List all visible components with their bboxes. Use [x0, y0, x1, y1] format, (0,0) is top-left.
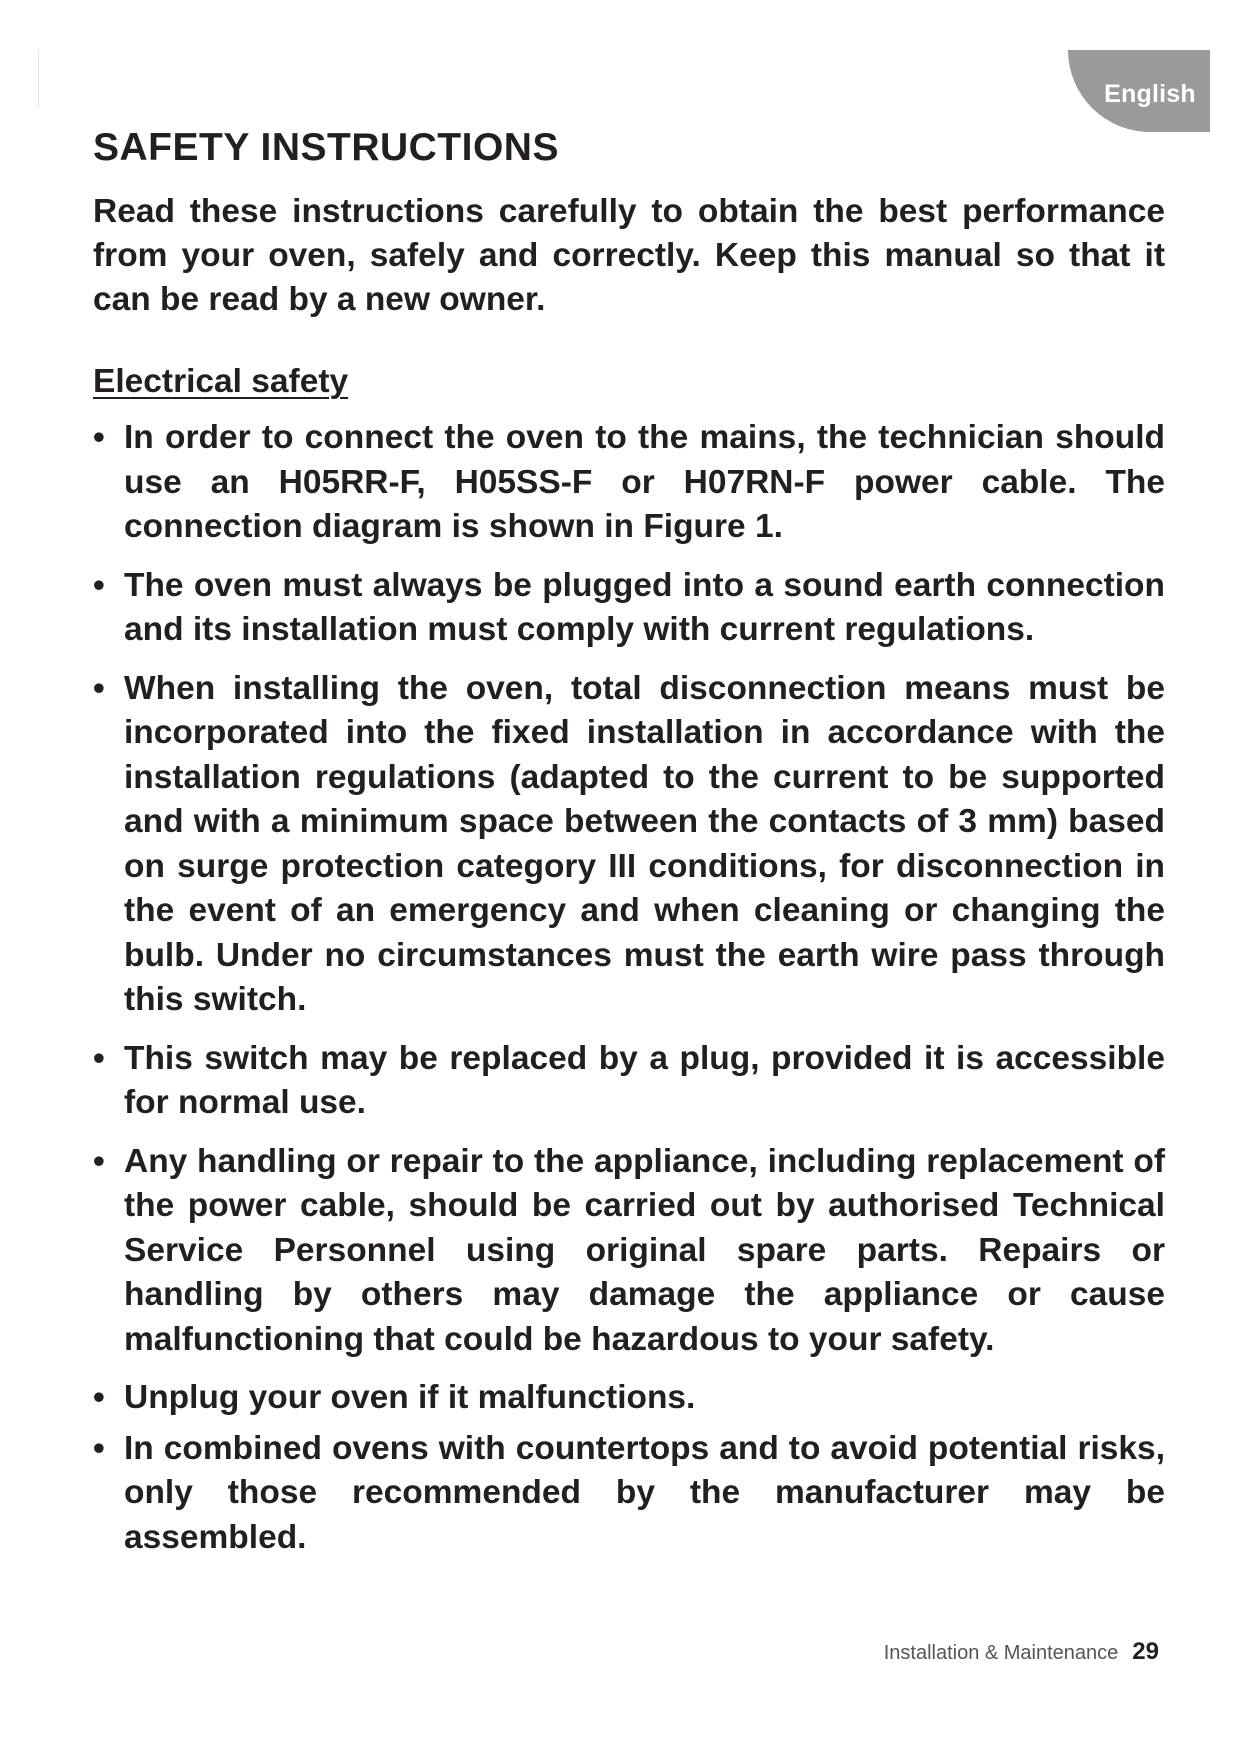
safety-bullet: • Unplug your oven if it malfunctions. — [93, 1376, 1165, 1421]
safety-bullet: • In order to connect the oven to the mains, the technician should use an H05RR-F, H05SS-F or H07RN-F power cable. The connection diagram is shown in Figure 1. — [93, 416, 1165, 550]
page-title: SAFETY INSTRUCTIONS — [93, 126, 559, 169]
safety-bullet: • The oven must always be plugged into a sound earth connection and its installation must comply with current regulations. — [93, 564, 1165, 653]
page-footer — [884, 1638, 1159, 1666]
safety-bullet: • Any handling or repair to the appliance, including replacement of the power cable, should be carried out by authorised Technical Service Personnel using original spare parts. Repairs or handling by others may damage the appliance or cause malfunctioning that could be hazardous to your safety. — [93, 1140, 1165, 1363]
footer-section-name: Installation & Maintenance — [883, 1642, 1119, 1664]
safety-bullet-list — [93, 416, 1165, 1560]
intro-paragraph: Read these instructions carefully to obtain the best performance from your oven, safely and correctly. Keep this manual so that it can be read by a new owner. — [93, 193, 1165, 318]
safety-bullet: • In combined ovens with countertops and to avoid potential risks, only those recommended by the manufacturer may be assembled. — [93, 1427, 1165, 1561]
safety-bullet: • This switch may be replaced by a plug, provided it is accessible for normal use. — [93, 1037, 1165, 1126]
page-content — [93, 118, 1165, 1574]
section-heading-electrical-safety: Electrical safety — [93, 363, 349, 400]
safety-bullet: • When installing the oven, total disconnection means must be incorporated into the fixed installation in accordance with the installation regulations (adapted to the current to be supported and with a minimum space between the contacts of 3 mm) based on surge protection category III conditions, for disconnection in the event of an emergency and when cleaning or changing the bulb. Under no circumstances must the earth wire pass through this switch. — [93, 667, 1165, 1023]
page-number: 29 — [1132, 1638, 1159, 1665]
margin-rule — [38, 50, 39, 108]
language-label: English — [1104, 79, 1196, 108]
